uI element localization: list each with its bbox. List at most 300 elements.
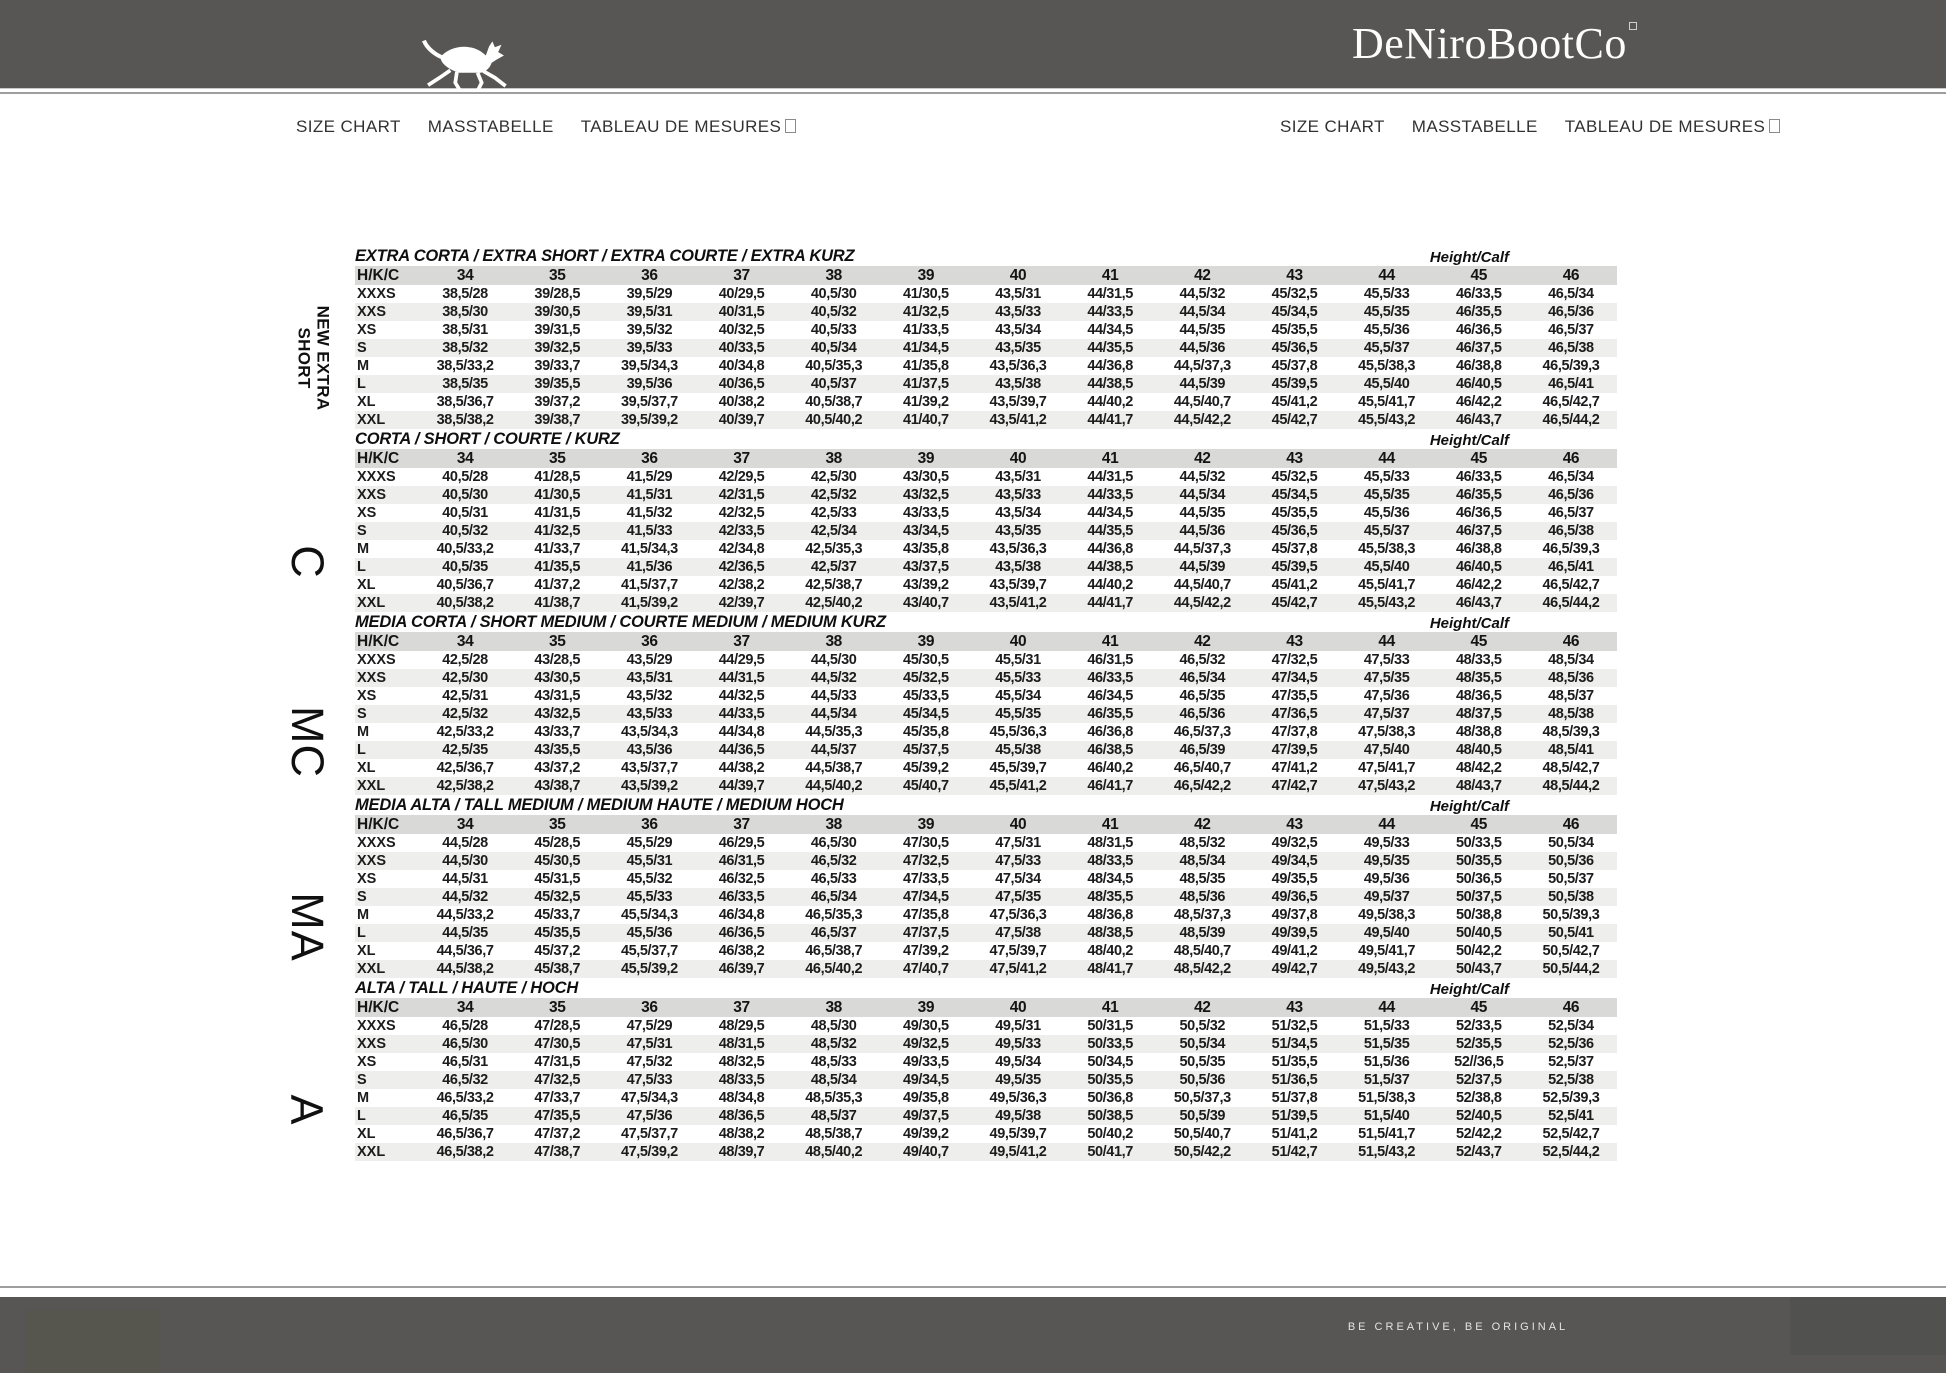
cell: 45,5/37,7: [620, 943, 678, 959]
cell: 45,5/34: [995, 688, 1041, 704]
column-header: 34: [456, 450, 474, 467]
column-header: 42: [1194, 999, 1211, 1016]
cell: 48,5/41: [1548, 742, 1594, 758]
cell: 44,5/30: [810, 652, 857, 668]
cell: 48/38,5: [1087, 925, 1133, 941]
row-label: XS: [357, 1054, 377, 1070]
cell: 50/38,5: [1087, 1108, 1133, 1124]
cell: 52/43,7: [1455, 1144, 1502, 1160]
cell: 49,5/37: [1363, 889, 1410, 905]
cell: 50,5/39: [1179, 1108, 1226, 1124]
size-table-tall: [355, 978, 1617, 1161]
cell: 48/34,8: [718, 1090, 765, 1106]
column-header: 39: [917, 450, 935, 467]
cell: 38,5/33,2: [436, 358, 494, 374]
cell: 46,5/36: [1179, 706, 1226, 722]
cell: 42,5/30: [442, 670, 488, 686]
cell: 50,5/37: [1548, 871, 1594, 887]
cell: 39,5/34,3: [620, 358, 678, 374]
row-label: L: [357, 742, 366, 758]
cell: 40,5/33,2: [436, 541, 494, 557]
cell: 49/39,2: [903, 1126, 949, 1142]
row-label: XS: [357, 871, 377, 887]
cell: 42/36,5: [718, 559, 765, 575]
cell: 48,5/32: [810, 1036, 857, 1052]
table-row: [355, 504, 1617, 522]
cell: 44,5/35,3: [805, 724, 863, 740]
cell: 50,5/37,3: [1173, 1090, 1231, 1106]
cell: 40,5/38,2: [436, 595, 494, 611]
cell: 39,5/39,2: [620, 412, 678, 428]
cell: 52,5/38: [1548, 1072, 1594, 1088]
cell: 48/41,7: [1087, 961, 1133, 977]
cell: 40,5/32: [810, 304, 857, 320]
cell: 39/37,2: [534, 394, 581, 410]
table-header-row: [355, 632, 1617, 651]
column-header: 35: [548, 816, 566, 833]
cell: 45,5/31: [995, 652, 1041, 668]
cell: 44,5/36: [1179, 523, 1226, 539]
cell: 47/32,5: [534, 1072, 581, 1088]
cell: 40,5/35,3: [805, 358, 863, 374]
cell: 52,5/34: [1548, 1018, 1594, 1034]
cell: 48,5/34: [810, 1072, 857, 1088]
cell: 43,5/35: [995, 340, 1041, 356]
cell: 40,5/28: [442, 469, 488, 485]
cell: 47/37,2: [534, 1126, 581, 1142]
cell: 44,5/39: [1179, 376, 1226, 392]
cell: 43,5/31: [995, 286, 1041, 302]
cell: 46,5/42,7: [1542, 577, 1600, 593]
column-header: 34: [456, 816, 474, 833]
corner-header: H/K/C: [357, 450, 400, 467]
cell: 45/42,7: [1271, 595, 1318, 611]
cell: 45,5/38,3: [1358, 541, 1416, 557]
table-title: MEDIA ALTA / TALL MEDIUM / MEDIUM HAUTE / MEDIUM HOCH: [355, 796, 844, 814]
cell: 47/40,7: [903, 961, 949, 977]
cell: 50/36,5: [1455, 871, 1502, 887]
cell: 44/33,5: [1087, 487, 1133, 503]
row-label: XS: [357, 688, 377, 704]
cell: 50,5/44,2: [1542, 961, 1600, 977]
footer-tagline: BE CREATIVE, BE ORIGINAL: [1347, 1321, 1569, 1333]
table-row: [355, 594, 1617, 612]
cell: 46,5/34: [1179, 670, 1226, 686]
cell: 49/41,2: [1271, 943, 1318, 959]
cell: 40/31,5: [718, 304, 765, 320]
table-row: [355, 723, 1617, 741]
cell: 44,5/36,7: [436, 943, 494, 959]
cell: 46/43,7: [1455, 595, 1502, 611]
cell: 51/37,8: [1271, 1090, 1318, 1106]
column-header: 37: [733, 816, 750, 833]
cell: 45,5/43,2: [1358, 595, 1416, 611]
cell: 43,5/38: [995, 376, 1041, 392]
row-label: XXL: [357, 778, 386, 794]
cell: 44,5/31: [442, 871, 488, 887]
cell: 49,5/43,2: [1358, 961, 1416, 977]
column-header: 43: [1286, 633, 1303, 650]
cell: 42,5/36,7: [436, 760, 494, 776]
cell: 44,5/32: [810, 670, 857, 686]
cell: 43,5/38: [995, 559, 1041, 575]
column-header: 35: [548, 999, 566, 1016]
table-row: [355, 486, 1617, 504]
cell: 39,5/32: [626, 322, 673, 338]
cell: 46,5/34: [810, 889, 857, 905]
cell: 45/35,5: [1271, 322, 1318, 338]
cell: 41,5/39,2: [620, 595, 678, 611]
cell: 44,5/40,7: [1173, 394, 1231, 410]
cell: 48,5/38,7: [805, 1126, 863, 1142]
cell: 46,5/31: [442, 1054, 488, 1070]
side-label-c: C: [282, 545, 333, 579]
cell: 40/36,5: [718, 376, 765, 392]
cell: 45/39,5: [1271, 559, 1318, 575]
column-header: 36: [641, 999, 658, 1016]
row-label: XL: [357, 394, 376, 410]
cell: 51,5/40: [1363, 1108, 1410, 1124]
row-label: S: [357, 340, 367, 356]
cell: 46/43,7: [1455, 412, 1502, 428]
column-header: 45: [1470, 267, 1487, 284]
cell: 48,5/42,7: [1542, 760, 1600, 776]
cell: 52,5/42,7: [1542, 1126, 1600, 1142]
cell: 45,5/37: [1363, 523, 1410, 539]
row-label: M: [357, 724, 370, 740]
column-header: 35: [548, 633, 566, 650]
cell: 48,5/36: [1548, 670, 1594, 686]
row-label: XL: [357, 1126, 376, 1142]
cell: 45,5/36: [626, 925, 673, 941]
cell: 47,5/33: [995, 853, 1041, 869]
cell: 45,5/36: [1363, 505, 1410, 521]
size-table-extra-short: [355, 246, 1617, 429]
cell: 48,5/30: [810, 1018, 857, 1034]
cell: 47/33,7: [534, 1090, 581, 1106]
cell: 45,5/35: [995, 706, 1041, 722]
cell: 45/28,5: [534, 835, 581, 851]
cell: 46,5/30: [442, 1036, 488, 1052]
cell: 46,5/42,2: [1173, 778, 1231, 794]
height-calf-label: Height/Calf: [1429, 798, 1509, 815]
cell: 48/42,2: [1455, 760, 1502, 776]
cell: 50/34,5: [1087, 1054, 1133, 1070]
table-title-row: [355, 978, 1617, 998]
cell: 44,5/39: [1179, 559, 1226, 575]
cell: 48/35,5: [1455, 670, 1502, 686]
table-row: [355, 375, 1617, 393]
cell: 51/36,5: [1271, 1072, 1318, 1088]
cell: 41/32,5: [534, 523, 581, 539]
cell: 49,5/41,2: [989, 1144, 1047, 1160]
cell: 45/30,5: [903, 652, 949, 668]
table-row: [355, 888, 1617, 906]
cell: 38,5/32: [442, 340, 488, 356]
cell: 50,5/42,7: [1542, 943, 1600, 959]
cell: 38,5/31: [442, 322, 488, 338]
nav-item-tableau: TABLEAU DE MESURES: [1565, 117, 1781, 137]
cell: 45/32,5: [1271, 286, 1318, 302]
brand-text: DeNiroBootCo: [1352, 19, 1627, 68]
side-label-mc: MC: [281, 706, 333, 778]
cell: 44,5/40,7: [1173, 577, 1231, 593]
cell: 45/35,8: [903, 724, 949, 740]
cell: 47/35,5: [1271, 688, 1318, 704]
cell: 42,5/32: [442, 706, 488, 722]
table-title-row: [355, 795, 1617, 815]
nav-item-masstabelle: MASSTABELLE: [427, 117, 554, 136]
cell: 43/40,7: [903, 595, 949, 611]
cell: 42/34,8: [718, 541, 765, 557]
table-title: ALTA / TALL / HAUTE / HOCH: [355, 979, 579, 997]
row-label: XXXS: [357, 652, 396, 668]
column-header: 42: [1194, 267, 1211, 284]
cell: 47,5/35: [1363, 670, 1410, 686]
nav-item-size-chart: SIZE CHART: [1280, 117, 1385, 136]
cell: 45/36,5: [1271, 523, 1318, 539]
cell: 45,5/39,7: [989, 760, 1047, 776]
cell: 48/33,5: [1455, 652, 1502, 668]
cell: 46/35,5: [1087, 706, 1133, 722]
cell: 42,5/35,3: [805, 541, 863, 557]
cell: 44,5/38,7: [805, 760, 863, 776]
cell: 47,5/34,3: [620, 1090, 678, 1106]
column-header: 35: [548, 267, 566, 284]
column-header: 43: [1286, 816, 1303, 833]
cell: 48/36,5: [1455, 688, 1502, 704]
cell: 47,5/38,3: [1358, 724, 1416, 740]
column-header: 38: [825, 450, 842, 467]
column-header: 44: [1378, 450, 1395, 467]
trademark-mark: [1629, 22, 1637, 30]
cell: 47,5/36: [626, 1108, 673, 1124]
nav-item-masstabelle: MASSTABELLE: [1411, 117, 1538, 136]
cell: 48/36,5: [718, 1108, 765, 1124]
cell: 50,5/36: [1548, 853, 1594, 869]
cell: 47/32,5: [903, 853, 949, 869]
cell: 42/38,2: [718, 577, 765, 593]
cell: 45/39,2: [903, 760, 949, 776]
cell: 47/36,5: [1271, 706, 1318, 722]
cell: 40,5/34: [810, 340, 857, 356]
cell: 47,5/37,7: [620, 1126, 678, 1142]
cell: 44,5/42,2: [1173, 595, 1231, 611]
table-row: [355, 540, 1617, 558]
cell: 41/39,2: [903, 394, 949, 410]
cell: 42/31,5: [718, 487, 765, 503]
cell: 44,5/34: [1179, 487, 1226, 503]
column-header: 44: [1378, 999, 1395, 1016]
cell: 44,5/40,2: [805, 778, 863, 794]
cell: 39/35,5: [534, 376, 581, 392]
column-header: 46: [1562, 999, 1580, 1016]
cell: 47,5/31: [626, 1036, 673, 1052]
table-title: MEDIA CORTA / SHORT MEDIUM / COURTE MEDIUM / MEDIUM KURZ: [355, 613, 886, 631]
footer-right-square: [1790, 1297, 1946, 1355]
cell: 47/31,5: [534, 1054, 581, 1070]
table-row: [355, 303, 1617, 321]
cell: 48,5/37,3: [1173, 907, 1231, 923]
column-header: 37: [733, 999, 750, 1016]
column-header: 40: [1009, 633, 1027, 650]
column-header: 41: [1101, 450, 1119, 467]
cell: 46,5/37: [1548, 505, 1594, 521]
cell: 42,5/33: [810, 505, 857, 521]
cell: 40,5/30: [810, 286, 857, 302]
column-header: 38: [825, 999, 842, 1016]
cell: 51/42,7: [1271, 1144, 1318, 1160]
table-row: [355, 960, 1617, 978]
table-row: [355, 741, 1617, 759]
cell: 44/31,5: [1087, 469, 1133, 485]
table-row: [355, 558, 1617, 576]
cell: 39,5/31: [626, 304, 673, 320]
cell: 40/33,5: [718, 340, 765, 356]
cell: 50,5/42,2: [1173, 1144, 1231, 1160]
cell: 42,5/38,7: [805, 577, 863, 593]
cell: 43,5/34,3: [620, 724, 678, 740]
cell: 48/36,8: [1087, 907, 1133, 923]
corner-header: H/K/C: [357, 267, 400, 284]
cell: 48,5/36: [1179, 889, 1226, 905]
cell: 52//36,5: [1454, 1054, 1504, 1070]
cell: 47,5/33: [1363, 652, 1410, 668]
cell: 48,5/34: [1548, 652, 1594, 668]
cell: 44,5/35: [442, 925, 488, 941]
cell: 47/41,2: [1271, 760, 1318, 776]
cell: 46,5/32: [1179, 652, 1226, 668]
cell: 39/30,5: [534, 304, 581, 320]
cell: 47/35,5: [534, 1108, 581, 1124]
cell: 52,5/36: [1548, 1036, 1594, 1052]
cell: 40/34,8: [718, 358, 765, 374]
cell: 41/31,5: [534, 505, 581, 521]
cell: 39/32,5: [534, 340, 581, 356]
cell: 46,5/37: [810, 925, 857, 941]
cell: 43,5/31: [995, 469, 1041, 485]
cell: 40,5/40,2: [805, 412, 863, 428]
cell: 42,5/31: [442, 688, 488, 704]
column-header: 34: [456, 267, 474, 284]
row-label: XXS: [357, 1036, 387, 1052]
cell: 46/38,8: [1455, 541, 1502, 557]
table-row: [355, 705, 1617, 723]
cell: 44,5/37,3: [1173, 358, 1231, 374]
cell: 47/37,8: [1271, 724, 1318, 740]
cell: 51,5/37: [1363, 1072, 1410, 1088]
cell: 51/34,5: [1271, 1036, 1318, 1052]
column-header: 38: [825, 816, 842, 833]
column-header: 45: [1470, 999, 1487, 1016]
cell: 52,5/39,3: [1542, 1090, 1600, 1106]
column-header: 36: [641, 633, 658, 650]
cell: 52/42,2: [1455, 1126, 1502, 1142]
column-header: 43: [1286, 999, 1303, 1016]
cell: 45,5/34,3: [620, 907, 678, 923]
column-header: 46: [1562, 450, 1580, 467]
cell: 43/28,5: [534, 652, 581, 668]
side-label-ma: MA: [282, 892, 333, 962]
column-header: 39: [917, 999, 935, 1016]
cell: 40,5/35: [442, 559, 488, 575]
cell: 45,5/38: [995, 742, 1041, 758]
cell: 48/40,2: [1087, 943, 1133, 959]
cell: 44/39,7: [718, 778, 765, 794]
cell: 42/33,5: [718, 523, 765, 539]
cell: 45,5/33: [626, 889, 673, 905]
cell: 45/37,2: [534, 943, 581, 959]
cell: 45/41,2: [1271, 577, 1318, 593]
cell: 47,5/32: [626, 1054, 673, 1070]
cell: 44/38,2: [718, 760, 765, 776]
cell: 48,5/40,7: [1173, 943, 1231, 959]
cell: 45/34,5: [903, 706, 949, 722]
cell: 47,5/41,2: [989, 961, 1047, 977]
cell: 48/35,5: [1087, 889, 1133, 905]
table-row: [355, 651, 1617, 669]
table-header-row: [355, 815, 1617, 834]
cell: 44,5/42,2: [1173, 412, 1231, 428]
cell: 45,5/33: [995, 670, 1041, 686]
cell: 46/34,8: [718, 907, 765, 923]
cell: 46/33,5: [718, 889, 765, 905]
cell: 48,5/33: [810, 1054, 857, 1070]
row-label: XXXS: [357, 835, 396, 851]
cell: 49/35,5: [1271, 871, 1318, 887]
cell: 41,5/37,7: [620, 577, 678, 593]
cell: 44/41,7: [1087, 412, 1133, 428]
column-header: 39: [917, 816, 935, 833]
cell: 49,5/35: [995, 1072, 1041, 1088]
cell: 51,5/36: [1363, 1054, 1410, 1070]
table-row: [355, 834, 1617, 852]
table-row: [355, 1053, 1617, 1071]
cell: 48,5/39,3: [1542, 724, 1600, 740]
cell: 43/32,5: [534, 706, 581, 722]
cell: 50/37,5: [1455, 889, 1502, 905]
tables: [355, 246, 1617, 1161]
cell: 45/36,5: [1271, 340, 1318, 356]
column-header: 41: [1101, 816, 1119, 833]
cell: 48/33,5: [1087, 853, 1133, 869]
cell: 47,5/37: [1363, 706, 1410, 722]
column-header: 40: [1009, 999, 1027, 1016]
cell: 46,5/37: [1548, 322, 1594, 338]
column-header: 38: [825, 633, 842, 650]
cell: 46/40,5: [1455, 376, 1502, 392]
cell: 41,5/33: [626, 523, 673, 539]
cell: 47/30,5: [534, 1036, 581, 1052]
height-calf-label: Height/Calf: [1429, 249, 1509, 266]
table-row: [355, 357, 1617, 375]
table-row: [355, 1125, 1617, 1143]
cell: 49/39,5: [1271, 925, 1318, 941]
cell: 43,5/35: [995, 523, 1041, 539]
cell: 52,5/44,2: [1542, 1144, 1600, 1160]
row-label: XXXS: [357, 469, 396, 485]
cell: 47/34,5: [903, 889, 949, 905]
cell: 45,5/43,2: [1358, 412, 1416, 428]
cell: 45/32,5: [903, 670, 949, 686]
cell: 45,5/32: [626, 871, 673, 887]
cell: 45/30,5: [534, 853, 581, 869]
cell: 49/34,5: [903, 1072, 949, 1088]
cell: 48,5/37: [810, 1108, 857, 1124]
cell: 45,5/36: [1363, 322, 1410, 338]
cell: 43,5/36,3: [989, 541, 1047, 557]
row-label: XS: [357, 505, 377, 521]
